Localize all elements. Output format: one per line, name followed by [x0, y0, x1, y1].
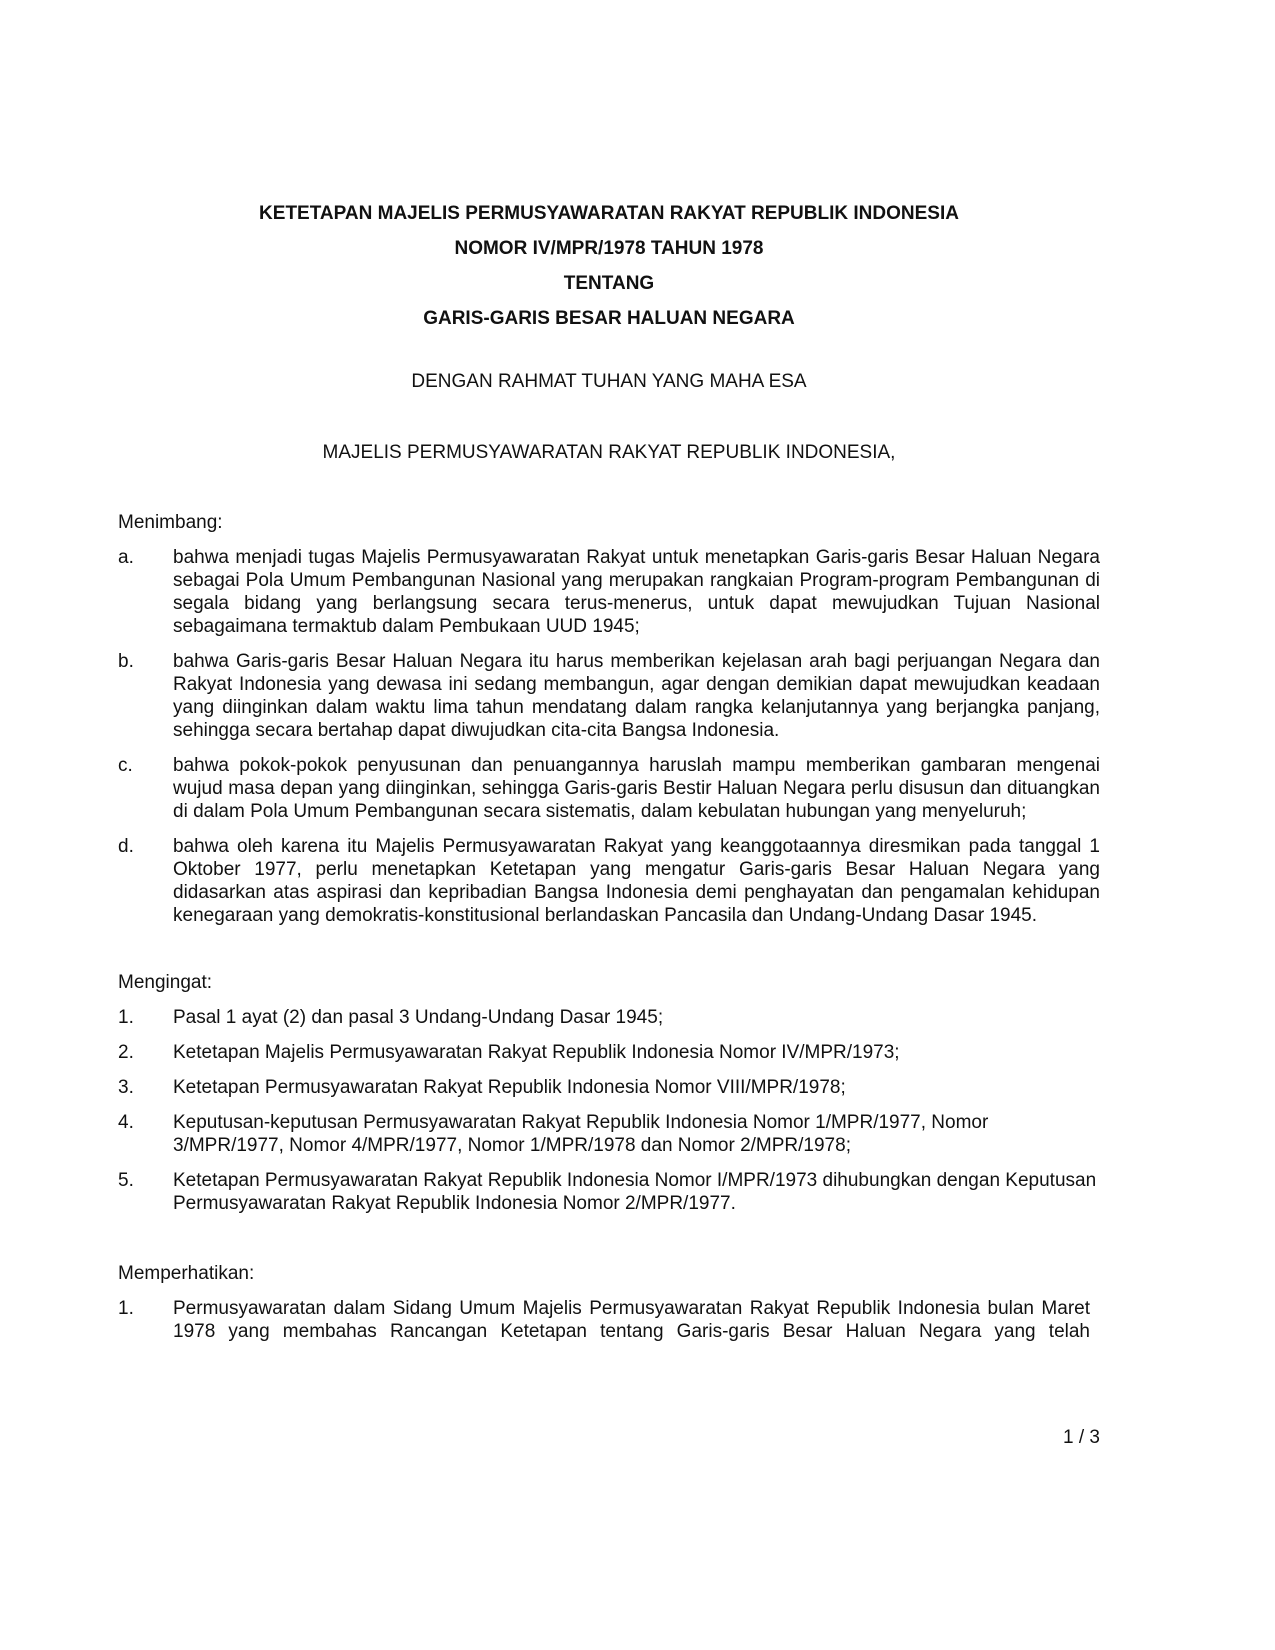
item-label: 5. — [118, 1170, 134, 1191]
item-text: Keputusan-keputusan Permusyawaratan Rakyat Republik Indonesia Nomor 1/MPR/1977, Nomor 3/MPR/1977, Nomor 4/MPR/1977, Nomor 1/MPR/1978 dan Nomor 2/MPR/1978; — [173, 1112, 989, 1156]
menimbang-heading: Menimbang: — [118, 512, 223, 533]
invocation: DENGAN RAHMAT TUHAN YANG MAHA ESA — [411, 371, 807, 392]
mengingat-heading: Mengingat: — [118, 972, 213, 993]
page-number: 1 / 3 — [1063, 1427, 1100, 1448]
item-label: a. — [118, 547, 134, 568]
mengingat-item-1 — [118, 1006, 1100, 1029]
memperhatikan-item-1 — [118, 1297, 1090, 1343]
item-label: 3. — [118, 1077, 134, 1098]
item-text: Ketetapan Permusyawaratan Rakyat Republik Indonesia Nomor VIII/MPR/1978; — [173, 1077, 846, 1098]
item-text: Pasal 1 ayat (2) dan pasal 3 Undang-Undang Dasar 1945; — [173, 1007, 664, 1028]
item-label: 4. — [118, 1112, 134, 1133]
document-body — [118, 196, 1100, 1343]
menimbang-item-d — [118, 835, 1100, 927]
item-label: c. — [118, 755, 133, 776]
mengingat-item-5 — [118, 1169, 1100, 1215]
mengingat-item-3 — [118, 1076, 1100, 1099]
menimbang-item-c — [118, 754, 1100, 823]
item-label: 2. — [118, 1042, 134, 1063]
item-text: bahwa pokok-pokok penyusunan dan penuangannya haruslah mampu memberikan gambaran mengenai wujud masa depan yang diinginkan, sehingga Garis-garis Bestir Haluan Negara perlu disusun dan dituangkan di dalam Pola Umum Pembangunan secara sistematis, dalam kebulatan hubungan yang menyeluruh; — [173, 755, 1100, 822]
item-label: b. — [118, 651, 134, 672]
body-name: MAJELIS PERMUSYAWARATAN RAKYAT REPUBLIK INDONESIA, — [322, 442, 896, 463]
memperhatikan-heading: Memperhatikan: — [118, 1263, 255, 1284]
mengingat-item-2 — [118, 1041, 1100, 1064]
title-line-2: NOMOR IV/MPR/1978 TAHUN 1978 — [454, 238, 764, 259]
item-text: Ketetapan Majelis Permusyawaratan Rakyat Republik Indonesia Nomor IV/MPR/1973; — [173, 1042, 900, 1063]
item-label: 1. — [118, 1007, 134, 1028]
menimbang-item-b — [118, 650, 1100, 742]
item-text: bahwa menjadi tugas Majelis Permusyawaratan Rakyat untuk menetapkan Garis-garis Besar Haluan Negara sebagai Pola Umum Pembangunan Nasional yang merupakan rangkaian Program-program Pembangunan di segala bidang yang berlangsung secara terus-menerus, untuk dapat mewujudkan Tujuan Nasional sebagaimana termaktub dalam Pembukaan UUD 1945; — [173, 547, 1100, 637]
item-label: d. — [118, 836, 134, 857]
item-text: bahwa oleh karena itu Majelis Permusyawaratan Rakyat yang keanggotaannya diresmikan pada tanggal 1 Oktober 1977, perlu menetapkan Ketetapan yang mengatur Garis-garis Besar Haluan Negara yang didasarkan atas aspirasi dan kepribadian Bangsa Indonesia demi penghayatan dan pengamalan kehidupan kenegaraan yang demokratis-konstitusional berlandaskan Pancasila dan Undang-Undang Dasar 1945. — [173, 836, 1100, 926]
mengingat-item-4 — [118, 1111, 1100, 1157]
title-line-1: KETETAPAN MAJELIS PERMUSYAWARATAN RAKYAT REPUBLIK INDONESIA — [259, 203, 959, 224]
menimbang-item-a — [118, 546, 1100, 638]
item-text: Ketetapan Permusyawaratan Rakyat Republik Indonesia Nomor I/MPR/1973 dihubungkan dengan Keputusan Permusyawaratan Rakyat Republik Indonesia Nomor 2/MPR/1977. — [173, 1170, 1097, 1214]
item-text: bahwa Garis-garis Besar Haluan Negara itu harus memberikan kejelasan arah bagi perjuangan Negara dan Rakyat Indonesia yang dewasa ini sedang membangun, agar dengan demikian dapat mewujudkan keadaan yang diinginkan dalam waktu lima tahun mendatang dalam rangka kelanjutannya yang berjangka panjang, sehingga secara bertahap dapat diwujudkan cita-cita Bangsa Indonesia. — [173, 651, 1100, 741]
item-label: 1. — [118, 1298, 134, 1319]
title-line-4: GARIS-GARIS BESAR HALUAN NEGARA — [423, 308, 795, 329]
item-text: Permusyawaratan dalam Sidang Umum Majelis Permusyawaratan Rakyat Republik Indonesia bulan Maret 1978 yang membahas Rancangan Ketetapan tentang Garis-garis Besar Haluan Negara yang telah — [173, 1298, 1090, 1342]
title-line-3: TENTANG — [563, 273, 655, 294]
